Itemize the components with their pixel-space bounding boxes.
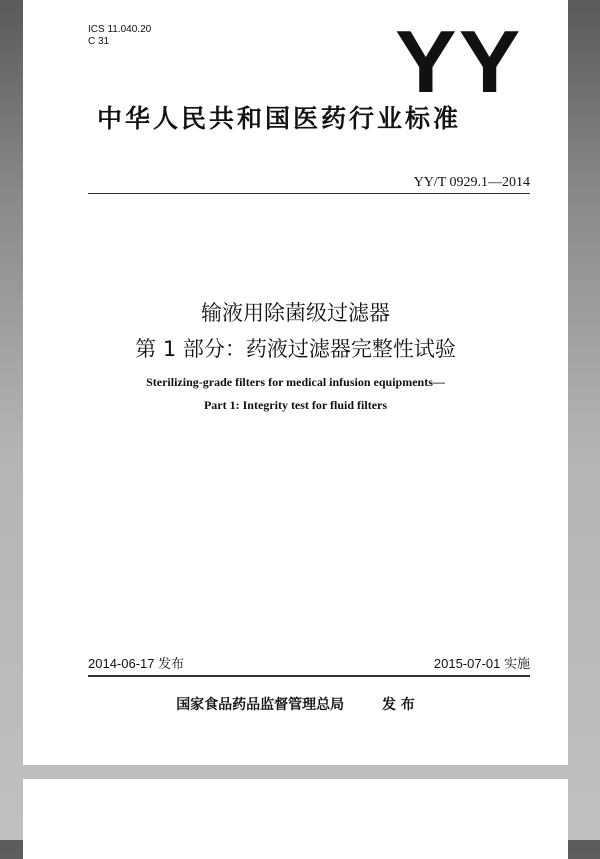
publisher-line	[23, 697, 568, 713]
ccs-code: C 31	[88, 36, 110, 47]
standard-code: YY/T 0929.1—2014	[413, 175, 530, 190]
ics-code: ICS 11.040.20	[88, 24, 152, 35]
publish-word: 发 布	[381, 697, 415, 713]
publisher: 国家食品药品监督管理总局	[176, 697, 345, 713]
title-en-line1: Sterilizing-grade filters for medical infusion equipments—	[146, 375, 445, 389]
title-en-line2: Part 1: Integrity test for fluid filters	[203, 398, 388, 412]
document-page-1	[23, 0, 568, 765]
national-standard-title: 中华人民共和国医药行业标准	[97, 104, 462, 133]
standard-mark-logo: YY	[395, 12, 523, 111]
document-page-2	[23, 779, 568, 859]
top-divider	[88, 193, 530, 194]
bottom-divider	[88, 675, 530, 677]
title-cn-line2: 第 1 部分：药液过滤器完整性试验	[135, 337, 456, 361]
title-cn-line1: 输液用除菌级过滤器	[201, 301, 390, 325]
issue-date: 2014-06-17 发布	[88, 656, 185, 671]
implement-date: 2015-07-01 实施	[433, 656, 530, 671]
classification-codes	[88, 24, 151, 48]
